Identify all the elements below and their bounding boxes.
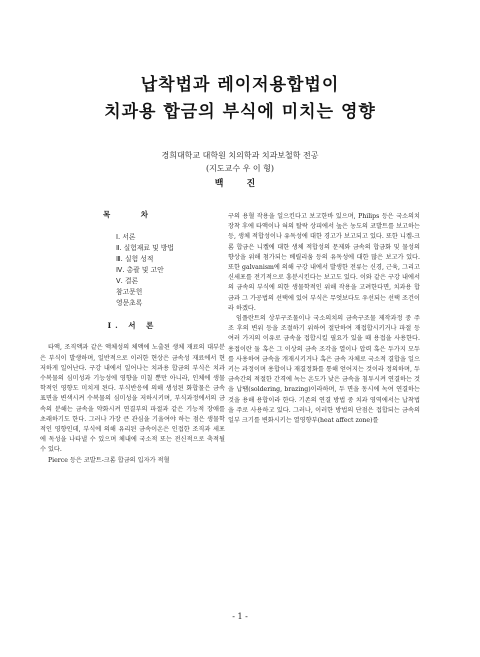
toc-item: Ⅴ. 결론 — [116, 277, 139, 286]
body-paragraph: 타액, 조직액과 같은 액체성의 체액에 노출된 생체 재료의 대부분은 부식이 발생하며, 일반적으로 이러한 현상은 금속성 재료에서 현저하게 일어난다. 구강 내에서 일어나는 치과용 합금의 부식은 치과수복물의 심미성과 기능성에 영향을 미칠 뿐만 아니라, 인체에 생물학적인 영향도 미치게 된다. 부식반응에 의해 생성된 화합물은 금속 표면을 변색시켜 수복물의 심미성을 저하시키며, 부식과정에서의 금속의 분해는 금속을 약화시켜 연결부의 파절과 같은 기능적 장애를 초래하기도 한다. 그러나 가장 큰 관심을 기울여야 하는 점은 생물학적인 영향인데, 부식에 의해 유리된 금속이온은 인접한 조직과 세포에 독성을 나타낼 수 있으며 체내에 국소적 또는 전신적으로 축적될 수 있다. — [40, 344, 225, 454]
page-number: - 1 - — [232, 612, 248, 621]
right-column — [228, 212, 420, 426]
advisor: (지도교수 우 이 형) — [206, 164, 274, 173]
toc-heading: 목 차 — [102, 210, 163, 219]
body-paragraph: Pierce 등은 코발트-크롬 합금의 입자가 적혈 — [48, 456, 170, 464]
toc-item: Ⅲ. 실험 성적 — [116, 255, 154, 264]
section-heading-intro: Ⅰ. 서 론 — [107, 321, 158, 331]
toc-item: Ⅳ. 총괄 및 고안 — [116, 266, 164, 275]
affiliation: 경희대학교 대학원 치의학과 치과보철학 전공 — [161, 151, 319, 160]
author-name: 백 진 — [214, 179, 266, 189]
body-paragraph: 구의 용혈 작용을 일으킨다고 보고한바 있으며, Philips 등은 국소의치 장착 후에 타액이나 혀의 탈락 상피에서 높은 농도의 코발트를 보고하는 등, 생체 적합성이나 유독성에 대한 경고가 보고되고 있다. 또한 니켈-크롬 합금은 니켈에 대한 생체 적합성의 문제와 금속의 합금화 및 물성의 향상을 위해 첨가되는 베릴리움 등의 유독성에 대한 많은 보고가 있다. 또한 galvanism에 의해 구강 내에서 발생한 전류는 신경, 근육, 그리고 신세포를 전기적으로 흥분시킨다는 보고도 있다. 이와 같은 구강 내에서의 금속의 부식에 의한 생물학적인 위해 작용을 고려한다면, 치과용 합금과 그 가공법의 선택에 있어 부식은 무엇보다도 우선되는 선택 조건이라 하겠다. — [228, 213, 420, 312]
title-line-2: 치과용 합금의 부식에 미치는 영향 — [104, 102, 376, 122]
left-column — [40, 210, 225, 466]
toc-item: 영문초록 — [116, 299, 143, 308]
toc-item: Ⅱ. 실험재료 및 방법 — [116, 244, 174, 253]
body-paragraph: 임플란트의 상부구조물이나 국소의치의 금속구조물 제작과정 중 주조 후의 변위 등을 조절하기 위하여 절단하여 재접합시키거나 파절 등 여러 가지의 이유로 금속을 접합시킬 필요가 있을 때 용접을 사용한다. 용접이란 둘 혹은 그 이상의 금속 조각을 열이나 압력 혹은 두가지 모두를 사용하여 금속을 개재시키거나 혹은 금속 자체로 국소적 결합을 일으키는 과정이며 용합이나 재결정화를 통해 얻어지는 것이라 정의하며, 두 금속간의 적절한 간격에 녹는 온도가 낮은 금속을 침투시켜 연결하는 것을 납땜(soldering, brazing)이라하며, 두 면을 동시에 녹여 연결하는 것을 용해 용합이라 한다. 기존의 연결 방법 중 치과 영역에서는 납착법을 주로 사용하고 있다. 그러나, 이러한 방법의 단점은 접합되는 금속의 일부 크기를 변화시키는 열영향부(heat affect zone)를 — [228, 315, 420, 425]
title-line-1: 납착법과 레이저용합법이 — [140, 75, 340, 95]
toc-item: Ⅰ. 서론 — [116, 233, 136, 242]
toc-item: 참고문헌 — [116, 288, 143, 297]
table-of-contents — [116, 232, 225, 309]
